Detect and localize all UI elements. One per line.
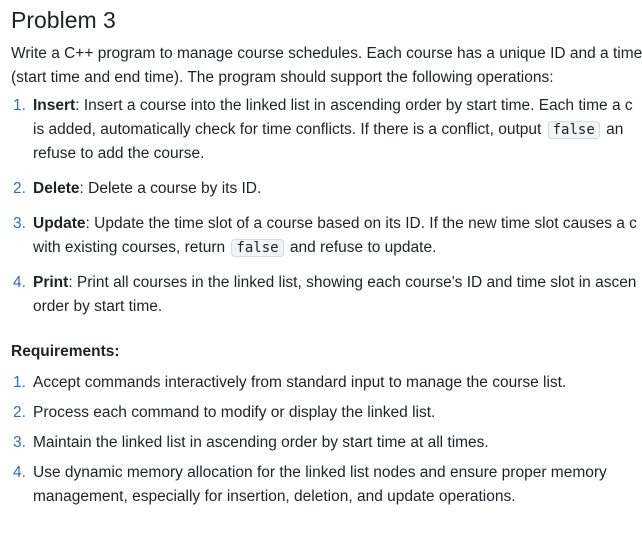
page-title: Problem 3 (11, 7, 116, 33)
operation-term: Update (33, 215, 86, 232)
requirement-item (0, 461, 607, 509)
operation-text: : Delete a course by its ID. (79, 180, 262, 197)
list-number: 3. (13, 434, 26, 451)
operations-list (0, 94, 637, 319)
requirement-item (0, 401, 607, 425)
operation-text: an (606, 121, 624, 138)
operation-text: with existing courses, return (33, 239, 226, 256)
list-number: 2. (13, 180, 26, 197)
requirement-text: management, especially for insertion, deletion, and update operations. (33, 488, 516, 505)
operation-delete (0, 177, 637, 201)
operation-text: and refuse to update. (289, 239, 437, 256)
list-number: 1. (13, 374, 26, 391)
operation-text: refuse to add the course. (33, 145, 205, 162)
requirement-text: Accept commands interactively from standard input to manage the course list. (33, 374, 567, 391)
operation-text: : Print all courses in the linked list, showing each course's ID and time slot in ascen (68, 274, 637, 291)
requirement-text: Process each command to modify or display the linked list. (33, 404, 436, 421)
operation-text: : Insert a course into the linked list in ascending order by start time. Each time a c (75, 97, 633, 114)
operation-term: Insert (33, 97, 76, 114)
requirements-heading: Requirements: (11, 343, 120, 360)
list-number: 2. (13, 404, 26, 421)
requirement-text: Maintain the linked list in ascending order by start time at all times. (33, 434, 489, 451)
intro-line-2: (start time and end time). The program should support the following operations: (11, 69, 554, 86)
operation-text: is added, automatically check for time conflicts. If there is a conflict, output (33, 121, 542, 138)
operation-print (0, 271, 637, 319)
list-number: 1. (13, 97, 26, 114)
requirements-list (0, 371, 607, 509)
requirement-item (0, 431, 607, 455)
operation-text: order by start time. (33, 298, 163, 315)
operation-term: Delete (33, 180, 80, 197)
operation-insert (0, 94, 637, 166)
operation-text: : Update the time slot of a course based on its ID. If the new time slot causes a c (85, 215, 637, 232)
intro-line-1: Write a C++ program to manage course schedules. Each course has a unique ID and a time (11, 45, 642, 62)
inline-code: false (231, 239, 283, 257)
intro-paragraph (11, 42, 642, 90)
requirement-item (0, 371, 607, 395)
inline-code: false (548, 121, 600, 139)
requirement-text: Use dynamic memory allocation for the linked list nodes and ensure proper memory (33, 464, 607, 481)
list-number: 3. (13, 215, 26, 232)
list-number: 4. (13, 464, 26, 481)
operation-term: Print (33, 274, 69, 291)
list-number: 4. (13, 274, 26, 291)
operation-update (0, 212, 637, 260)
